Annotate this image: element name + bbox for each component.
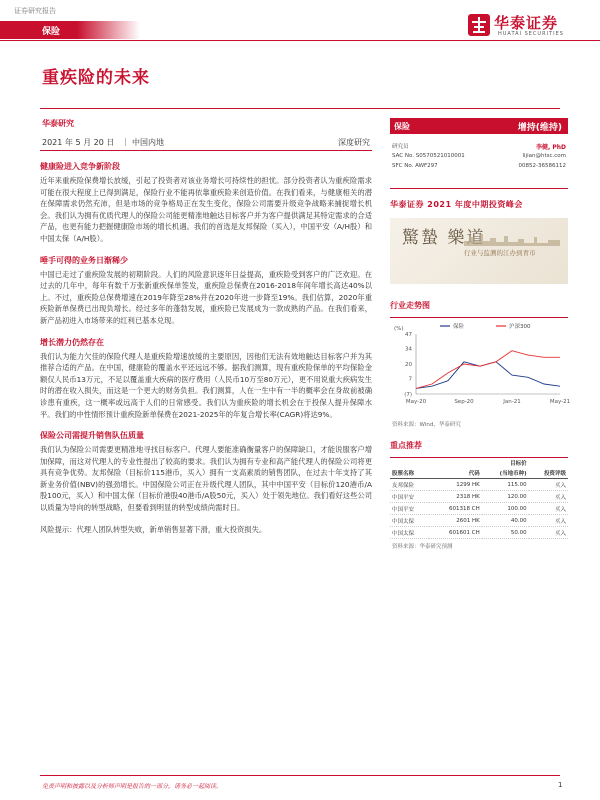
- analyst-role: 研究员: [392, 144, 409, 150]
- stock-rating: 买入: [529, 491, 568, 503]
- analyst-sfc: SFC No. AWF297: [392, 163, 438, 169]
- stock-name: 中国平安: [390, 491, 429, 503]
- stock-name: 中国平安: [390, 503, 429, 515]
- section-heading: 唾手可得的业务日渐稀少: [40, 255, 128, 265]
- stock-name: 友邦保险: [390, 479, 429, 491]
- report-region: 中国内地: [132, 138, 164, 147]
- company-logo: [468, 12, 588, 40]
- section-heading: 健康险进入竞争新阶段: [40, 162, 120, 171]
- stock-code: 2601 HK: [429, 515, 481, 527]
- stock-target-price: 100.00: [482, 503, 529, 515]
- title-divider: [40, 108, 560, 109]
- rating-bar: [390, 118, 568, 134]
- report-category-label: 证券研究报告: [14, 7, 56, 15]
- y-tick-label: (7): [404, 392, 412, 398]
- col-header-name: 股票名称: [390, 468, 429, 479]
- section-heading: 保险公司需提升销售队伍质量: [40, 431, 144, 441]
- table-row: [390, 527, 568, 539]
- trend-chart: [390, 320, 571, 412]
- table-row: [390, 515, 568, 527]
- section-body: 近年来重疾险保费增长放缓，引起了投资者对该业务增长可持续性的担忧。部分投资者认为重疾险需求可能在很大程度上已得到满足，保险行业不能再依靠重疾险来创造价值。在我们看来，与健康相关的潜在保障需求仍然充沛，但是市场的竞争格局正在发生变化，保险公司需要升级竞争战略来捕捉增长机会。我们认为拥有优质代理人的保险公司能更精准地触达目标客户并为客户提供满足其特定需求的合适产品，也更有能力把握健康险市场的增长机遇。我们的首选是友邦保险（买入），中国平安（A/H股）和中国太保（A/H股）。: [40, 176, 372, 243]
- stock-name: 中国太保: [390, 515, 429, 527]
- sector-tag: [0, 21, 140, 39]
- skyline-icon: [464, 232, 560, 246]
- logo-text-en: HUATAI SECURITIES: [498, 31, 564, 37]
- logo-text-cn: 华泰证券: [494, 14, 559, 32]
- section-body: 我们认为保险公司需要更精准地寻找目标客户。代理人要能准确衡量客户的保障缺口，才能说服客户增加保障，而这对代理人的专业性提出了较高的要求。我们认为拥有专业和高产能代理人的保险公司将更具有竞争优势。友邦保险（目标价115港币，买入）拥有一支高素质的销售团队，在过去十年支持了其新业务价值(NBV)的强劲增长。中国保险公司正在升级代理人团队，其中中国平安（目标价120港币/A股100元，买入）和中国太保（目标价港股40港币/A股50元，买入）处于领先地位。我们看好这些公司以质量为导向的转型战略，但要看到明显的转型成绩尚需时日。: [40, 445, 372, 513]
- picks-heading: 重点推荐: [390, 441, 422, 450]
- analyst-sac: SAC No. S0570521010001: [392, 153, 465, 159]
- stock-rating: 买入: [529, 503, 568, 515]
- col-header-code: 代码: [429, 468, 481, 479]
- report-source: 华泰研究: [42, 119, 74, 128]
- analyst-divider: [390, 188, 568, 189]
- analyst-info: [390, 142, 568, 184]
- risk-warning: 风险提示：代理人团队转型失败，新单销售显著下滑，重大投资损失。: [40, 524, 267, 534]
- stock-rating: 买入: [529, 527, 568, 539]
- trend-divider: [390, 317, 568, 318]
- sector-tag-label: 保险: [42, 27, 61, 37]
- report-doc-type: 深度研究: [338, 138, 370, 147]
- picks-source: 资料来源：华泰研究预测: [392, 544, 453, 550]
- series-line-1: [416, 362, 560, 389]
- y-tick-label: 47: [405, 332, 412, 338]
- stock-code: 601318 CH: [429, 503, 481, 515]
- y-tick-label: 34: [405, 346, 412, 353]
- report-meta: [40, 137, 372, 151]
- conference-tagline: 行业与监测的江办到青市: [464, 249, 536, 257]
- stock-code: 2318 HK: [429, 491, 481, 503]
- y-tick-label: 7: [408, 376, 412, 383]
- stock-rating: 买入: [529, 515, 568, 527]
- stock-code: 601601 CH: [429, 527, 481, 539]
- footer-divider: [40, 775, 560, 776]
- header-divider: [0, 40, 600, 41]
- table-row: [390, 479, 568, 491]
- legend-label: 保险: [453, 324, 465, 330]
- legend-label: 沪深300: [509, 324, 531, 330]
- report-date: 2021 年 5 月 20 日: [42, 138, 115, 147]
- logo-mark-icon: [468, 14, 490, 36]
- x-tick-label: Jan-21: [503, 399, 521, 405]
- rating-value: 增持(维持): [517, 123, 562, 133]
- col-header-tp-top: 目标价: [510, 461, 527, 467]
- conference-banner[interactable]: [390, 218, 568, 284]
- rating-sector: 保险: [394, 122, 410, 131]
- meta-separator: |: [124, 137, 127, 146]
- stock-target-price: 120.00: [482, 491, 529, 503]
- conference-banner-text: 驚蟄 樂道: [402, 228, 486, 248]
- stock-target-price: 115.00: [482, 479, 529, 491]
- stock-code: 1299 HK: [429, 479, 481, 491]
- stock-name: 中国太保: [390, 527, 429, 539]
- x-tick-label: Sep-20: [454, 399, 474, 405]
- section-body: 我们认为能力欠佳的保险代理人是重疾险增速放缓的主要原因，因他们无法有效地触达目标客户并为其推荐合适的产品。在中国，健康险的覆盖水平还远远不够。据我们测算，现有重疾险保单的平均保险金额仅人民币13万元，不足以覆盖重大疾病的医疗费用（人民币10万至80万元），更不用说重大疾病发生时的潜在收入损失，而这是一个更大的财务负担。我们测算，人在一生中有一半的概率会在身故前被确诊患有重疾，这一概率或远高于人们的日常感受。我们认为重疾险的增长机会在于投保人提升保障水平。我们的中性情形预计重疾险新单保费在2021-2025年的年复合增长率(CAGR)将达9%。: [40, 351, 372, 419]
- section-heading: 增长潜力仍然存在: [40, 337, 104, 347]
- analyst-name: 李健, PhD: [535, 144, 566, 151]
- page-number: 1: [558, 781, 563, 789]
- series-line-2: [416, 351, 560, 389]
- y-tick-label: 20: [405, 362, 412, 368]
- analyst-email[interactable]: lijian@htsc.com: [522, 153, 566, 159]
- table-row: [390, 503, 568, 515]
- report-title: 重疾险的未来: [42, 68, 150, 88]
- x-tick-label: May-20: [405, 399, 427, 405]
- stock-target-price: 40.00: [482, 515, 529, 527]
- table-row: [390, 491, 568, 503]
- col-header-rating: 投资评级: [529, 468, 568, 479]
- stock-rating: 买入: [529, 479, 568, 491]
- trend-heading: 行业走势图: [390, 301, 430, 310]
- section-body: 中国已走过了重疾险发展的初期阶段。人们的风险意识逐年日益提高，重疾险受到客户的广泛欢迎。在过去的几年中，每年有数千万张新重疾保单签发，重疾险总保费在2016-2018年间年增长高达40%以上。不过，重疾险总保费增速在2019年降至28%并在2020年进一步降至19%。我们估算，2020年重疾险新单保费已出现负增长。经过多年的蓬勃发展，重疾险已发展成为一款成熟的产品。在我们看来，新产品初进入市场带来的红利已基本兑现。: [40, 269, 372, 325]
- analyst-phone: 00852-36586112: [518, 163, 566, 169]
- x-tick-label: May-21: [549, 399, 571, 405]
- stock-target-price: 50.00: [482, 527, 529, 539]
- disclaimer-note: 免责声明和披露以及分析师声明是报告的一部分，请务必一起阅读。: [42, 783, 223, 790]
- main-content: [40, 118, 372, 535]
- picks-table: [390, 458, 568, 539]
- conference-title: 华泰证券 2021 年度中期投资峰会: [390, 200, 523, 209]
- sidebar: [390, 118, 571, 550]
- trend-source: 资料来源：Wind，华泰研究: [392, 422, 461, 428]
- col-header-tp-bottom: (当地币种): [482, 468, 529, 479]
- y-axis-label: (%): [394, 326, 404, 332]
